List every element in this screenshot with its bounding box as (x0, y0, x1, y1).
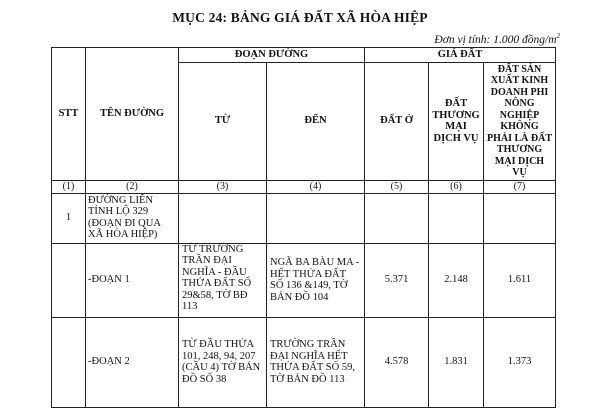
cell-stt: 1 (52, 193, 86, 243)
unit-text: Đơn vị tính: 1.000 đồng/m (434, 33, 557, 46)
col-number: (3) (179, 180, 267, 193)
cell-ten-duong: ĐƯỜNG LIÊN TỈNH LỘ 329 (ĐOẠN ĐI QUA XÃ HÒA HIỆP) (86, 193, 179, 243)
cell-dat-o: 5.371 (365, 243, 429, 317)
unit-note (434, 32, 560, 46)
cell-stt (52, 317, 86, 407)
cell-ten-duong: -ĐOẠN 1 (86, 243, 179, 317)
col-number: (4) (267, 180, 365, 193)
header-dat-tmdv: ĐẤT THƯƠNG MẠI DỊCH VỤ (429, 62, 484, 180)
cell-tu (179, 193, 267, 243)
col-number: (6) (429, 180, 484, 193)
header-row-1 (52, 48, 556, 63)
header-tu: TỪ (179, 62, 267, 180)
header-stt: STT (52, 48, 86, 181)
col-number: (2) (86, 180, 179, 193)
cell-ten-duong: -ĐOẠN 2 (86, 317, 179, 407)
cell-den (267, 193, 365, 243)
page-title: MỤC 24: BẢNG GIÁ ĐẤT XÃ HÒA HIỆP (172, 10, 428, 25)
cell-den: NGÃ BA BÀU MA - HẾT THỬA ĐẤT SỐ 136 &149, TỜ BẢN ĐỒ 104 (267, 243, 365, 317)
table-row (52, 317, 556, 407)
header-dat-o: ĐẤT Ở (365, 62, 429, 180)
cell-dat-o (365, 193, 429, 243)
header-ten-duong: TÊN ĐƯỜNG (86, 48, 179, 181)
cell-dat-tmdv: 1.831 (429, 317, 484, 407)
col-number: (7) (484, 180, 556, 193)
cell-dat-sxkd: 1.373 (484, 317, 556, 407)
cell-stt (52, 243, 86, 317)
cell-dat-tmdv: 2.148 (429, 243, 484, 317)
cell-dat-sxkd (484, 193, 556, 243)
col-number: (1) (52, 180, 86, 193)
header-den: ĐẾN (267, 62, 365, 180)
cell-den: TRƯỜNG TRẦN ĐẠI NGHĨA HẾT THỬA ĐẤT SỐ 59, TỜ BẢN ĐỒ 113 (267, 317, 365, 407)
column-number-row (52, 180, 556, 193)
land-price-table (51, 47, 556, 408)
cell-tu: TỪ TRƯỜNG TRẦN ĐẠI NGHĨA - ĐẦU THỬA ĐẤT SỐ 29&58, TỜ BĐ 113 (179, 243, 267, 317)
table-row (52, 243, 556, 317)
table-row (52, 193, 556, 243)
cell-dat-tmdv (429, 193, 484, 243)
cell-dat-o: 4.578 (365, 317, 429, 407)
unit-superscript: 2 (556, 32, 560, 40)
col-number: (5) (365, 180, 429, 193)
header-gia-dat: GIÁ ĐẤT (365, 48, 556, 63)
header-doan-duong: ĐOẠN ĐƯỜNG (179, 48, 365, 63)
cell-dat-sxkd: 1.611 (484, 243, 556, 317)
cell-tu: TỪ ĐẦU THỬA 101, 248, 94, 207 (CẦU 4) TỜ BẢN ĐỒ SỐ 38 (179, 317, 267, 407)
header-dat-sxkd: ĐẤT SẢN XUẤT KINH DOANH PHI NÔNG NGHIỆP KHÔNG PHẢI LÀ ĐẤT THƯƠNG MẠI DỊCH VỤ (484, 62, 556, 180)
